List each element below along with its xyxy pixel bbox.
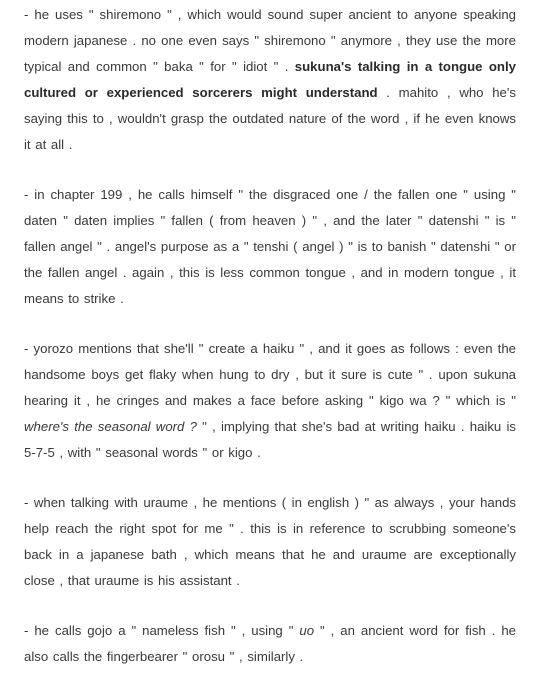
paragraph-text: - in chapter 199 , he calls himself " the disgraced one / the fallen one " using " daten " daten implies " fallen ( from heaven ) " , and the later " datenshi " is " fallen angel " . angel's purpose as a " tenshi ( angel ) " is to banish " datenshi " or the fallen angel . again , this is less common tongue , and in modern tongue , it means to strike .: [24, 187, 516, 306]
bold-emphasis-text: sukuna's talking in a tongue only cultured or experienced sorcerers might understand: [24, 59, 516, 100]
paragraph-text: - he uses " shiremono " , which would sound super ancient to anyone speaking modern japanese . no one even says " shiremono " anymore , they use the more typical and common " baka " for " idiot " .: [24, 7, 516, 74]
paragraph-uo: [24, 618, 516, 670]
paragraph-text: - yorozo mentions that she'll " create a haiku " , and it goes as follows : even the handsome boys get flaky when hung to dry , but it sure is cute " . upon sukuna hearing it , he cringes and makes a face before asking " kigo wa ? " which is ": [24, 341, 516, 408]
paragraph-shiremono: [24, 2, 516, 158]
italic-emphasis-text: where's the seasonal word ?: [24, 419, 197, 434]
paragraph-text: " , an ancient word for fish . he also calls the fingerbearer " orosu " , similarly .: [24, 623, 517, 664]
paragraph-haiku: [24, 336, 516, 466]
paragraph-text: - when talking with uraume , he mentions ( in english ) " as always , your hands help reach the right spot for me " . this is in reference to scrubbing someone's back in a japanese bath , which means that he and uraume are exceptionally close , that uraume is his assistant .: [24, 495, 516, 588]
paragraph-text: " , implying that she's bad at writing haiku . haiku is 5-7-5 , with " seasonal words " or kigo .: [24, 419, 516, 460]
paragraph-text: - he calls gojo a " nameless fish " , using ": [24, 623, 300, 638]
paragraph-text: . mahito , who he's saying this to , wouldn't grasp the outdated nature of the word , if he even knows it at all .: [24, 85, 516, 152]
italic-emphasis-text: uo: [299, 623, 315, 638]
paragraph-daten: [24, 182, 516, 312]
paragraph-uraume: [24, 490, 516, 594]
